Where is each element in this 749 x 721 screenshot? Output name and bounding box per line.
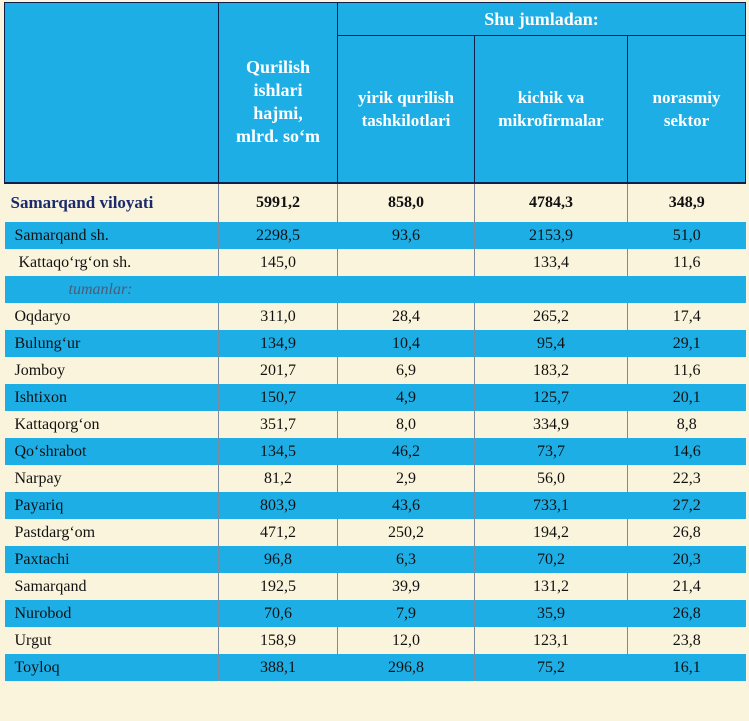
large-org-value: 8,0 <box>338 411 475 438</box>
region-name: Toyloq <box>5 654 219 681</box>
region-name: Narpay <box>5 465 219 492</box>
large-organizations-header: yirik qurilish tashkilotlari <box>338 36 475 184</box>
informal-value: 20,1 <box>628 384 746 411</box>
volume-value: 150,7 <box>219 384 338 411</box>
informal-value: 27,2 <box>628 492 746 519</box>
volume-column-header: Qurilish ishlari hajmi, mlrd. so‘m <box>219 3 338 184</box>
table-body <box>5 183 746 681</box>
table-row <box>5 411 746 438</box>
informal-value: 20,3 <box>628 546 746 573</box>
informal-value: 17,4 <box>628 303 746 330</box>
small-firm-value: 4784,3 <box>475 183 628 222</box>
small-firm-value: 35,9 <box>475 600 628 627</box>
region-name: Nurobod <box>5 600 219 627</box>
small-firm-value: 131,2 <box>475 573 628 600</box>
table-row <box>5 519 746 546</box>
large-org-value: 7,9 <box>338 600 475 627</box>
volume-value: 351,7 <box>219 411 338 438</box>
small-firm-value: 123,1 <box>475 627 628 654</box>
small-firm-value: 95,4 <box>475 330 628 357</box>
informal-value: 26,8 <box>628 519 746 546</box>
large-org-value <box>338 249 475 276</box>
small-firm-value: 334,9 <box>475 411 628 438</box>
volume-value: 311,0 <box>219 303 338 330</box>
large-org-value: 93,6 <box>338 222 475 249</box>
large-org-value: 10,4 <box>338 330 475 357</box>
large-org-value: 6,3 <box>338 546 475 573</box>
volume-value: 471,2 <box>219 519 338 546</box>
small-firms-header: kichik va mikrofirmalar <box>475 36 628 184</box>
volume-value: 803,9 <box>219 492 338 519</box>
informal-value: 22,3 <box>628 465 746 492</box>
large-org-value: 2,9 <box>338 465 475 492</box>
small-firm-value: 70,2 <box>475 546 628 573</box>
small-firm-value: 265,2 <box>475 303 628 330</box>
table-row <box>5 573 746 600</box>
volume-value: 201,7 <box>219 357 338 384</box>
region-name: Oqdaryo <box>5 303 219 330</box>
table-row <box>5 249 746 276</box>
small-firm-value: 133,4 <box>475 249 628 276</box>
small-firm-value: 56,0 <box>475 465 628 492</box>
volume-value: 96,8 <box>219 546 338 573</box>
small-firm-value: 194,2 <box>475 519 628 546</box>
volume-value: 145,0 <box>219 249 338 276</box>
small-firm-value: 73,7 <box>475 438 628 465</box>
districts-label: tumanlar: <box>5 276 746 303</box>
construction-volume-table <box>4 2 746 681</box>
region-name: Pastdarg‘om <box>5 519 219 546</box>
table-row <box>5 654 746 681</box>
volume-value: 134,5 <box>219 438 338 465</box>
table-row <box>5 627 746 654</box>
small-firm-value: 733,1 <box>475 492 628 519</box>
region-name: Jomboy <box>5 357 219 384</box>
informal-value: 8,8 <box>628 411 746 438</box>
informal-value: 11,6 <box>628 249 746 276</box>
region-name: Kattaqo‘rg‘on sh. <box>5 249 219 276</box>
small-firm-value: 183,2 <box>475 357 628 384</box>
informal-value: 21,4 <box>628 573 746 600</box>
table-row <box>5 465 746 492</box>
region-name: Ishtixon <box>5 384 219 411</box>
region-name: Samarqand viloyati <box>5 183 219 222</box>
large-org-value: 6,9 <box>338 357 475 384</box>
large-org-value: 250,2 <box>338 519 475 546</box>
large-org-value: 46,2 <box>338 438 475 465</box>
volume-value: 134,9 <box>219 330 338 357</box>
volume-value: 70,6 <box>219 600 338 627</box>
region-name: Bulung‘ur <box>5 330 219 357</box>
informal-value: 26,8 <box>628 600 746 627</box>
table-header <box>5 3 746 184</box>
large-org-value: 43,6 <box>338 492 475 519</box>
districts-label-row <box>5 276 746 303</box>
volume-value: 388,1 <box>219 654 338 681</box>
volume-value: 158,9 <box>219 627 338 654</box>
table-row <box>5 222 746 249</box>
large-org-value: 12,0 <box>338 627 475 654</box>
volume-value: 192,5 <box>219 573 338 600</box>
small-firm-value: 2153,9 <box>475 222 628 249</box>
volume-value: 5991,2 <box>219 183 338 222</box>
large-org-value: 858,0 <box>338 183 475 222</box>
table-row <box>5 303 746 330</box>
informal-value: 23,8 <box>628 627 746 654</box>
table-row <box>5 357 746 384</box>
table-row <box>5 492 746 519</box>
large-org-value: 28,4 <box>338 303 475 330</box>
region-name: Urgut <box>5 627 219 654</box>
informal-value: 348,9 <box>628 183 746 222</box>
table-row <box>5 384 746 411</box>
large-org-value: 39,9 <box>338 573 475 600</box>
informal-value: 11,6 <box>628 357 746 384</box>
region-name: Samarqand sh. <box>5 222 219 249</box>
volume-value: 81,2 <box>219 465 338 492</box>
table-row <box>5 438 746 465</box>
informal-value: 16,1 <box>628 654 746 681</box>
large-org-value: 4,9 <box>338 384 475 411</box>
table-row <box>5 546 746 573</box>
informal-value: 14,6 <box>628 438 746 465</box>
large-org-value: 296,8 <box>338 654 475 681</box>
small-firm-value: 125,7 <box>475 384 628 411</box>
region-name: Samarqand <box>5 573 219 600</box>
region-name: Kattaqorg‘on <box>5 411 219 438</box>
region-name: Payariq <box>5 492 219 519</box>
volume-value: 2298,5 <box>219 222 338 249</box>
informal-sector-header: norasmiy sektor <box>628 36 746 184</box>
table-row <box>5 330 746 357</box>
region-column-header <box>5 3 219 184</box>
informal-value: 29,1 <box>628 330 746 357</box>
region-name: Paxtachi <box>5 546 219 573</box>
table-row <box>5 600 746 627</box>
total-row <box>5 183 746 222</box>
small-firm-value: 75,2 <box>475 654 628 681</box>
informal-value: 51,0 <box>628 222 746 249</box>
region-name: Qo‘shrabot <box>5 438 219 465</box>
including-group-header: Shu jumladan: <box>338 3 746 36</box>
